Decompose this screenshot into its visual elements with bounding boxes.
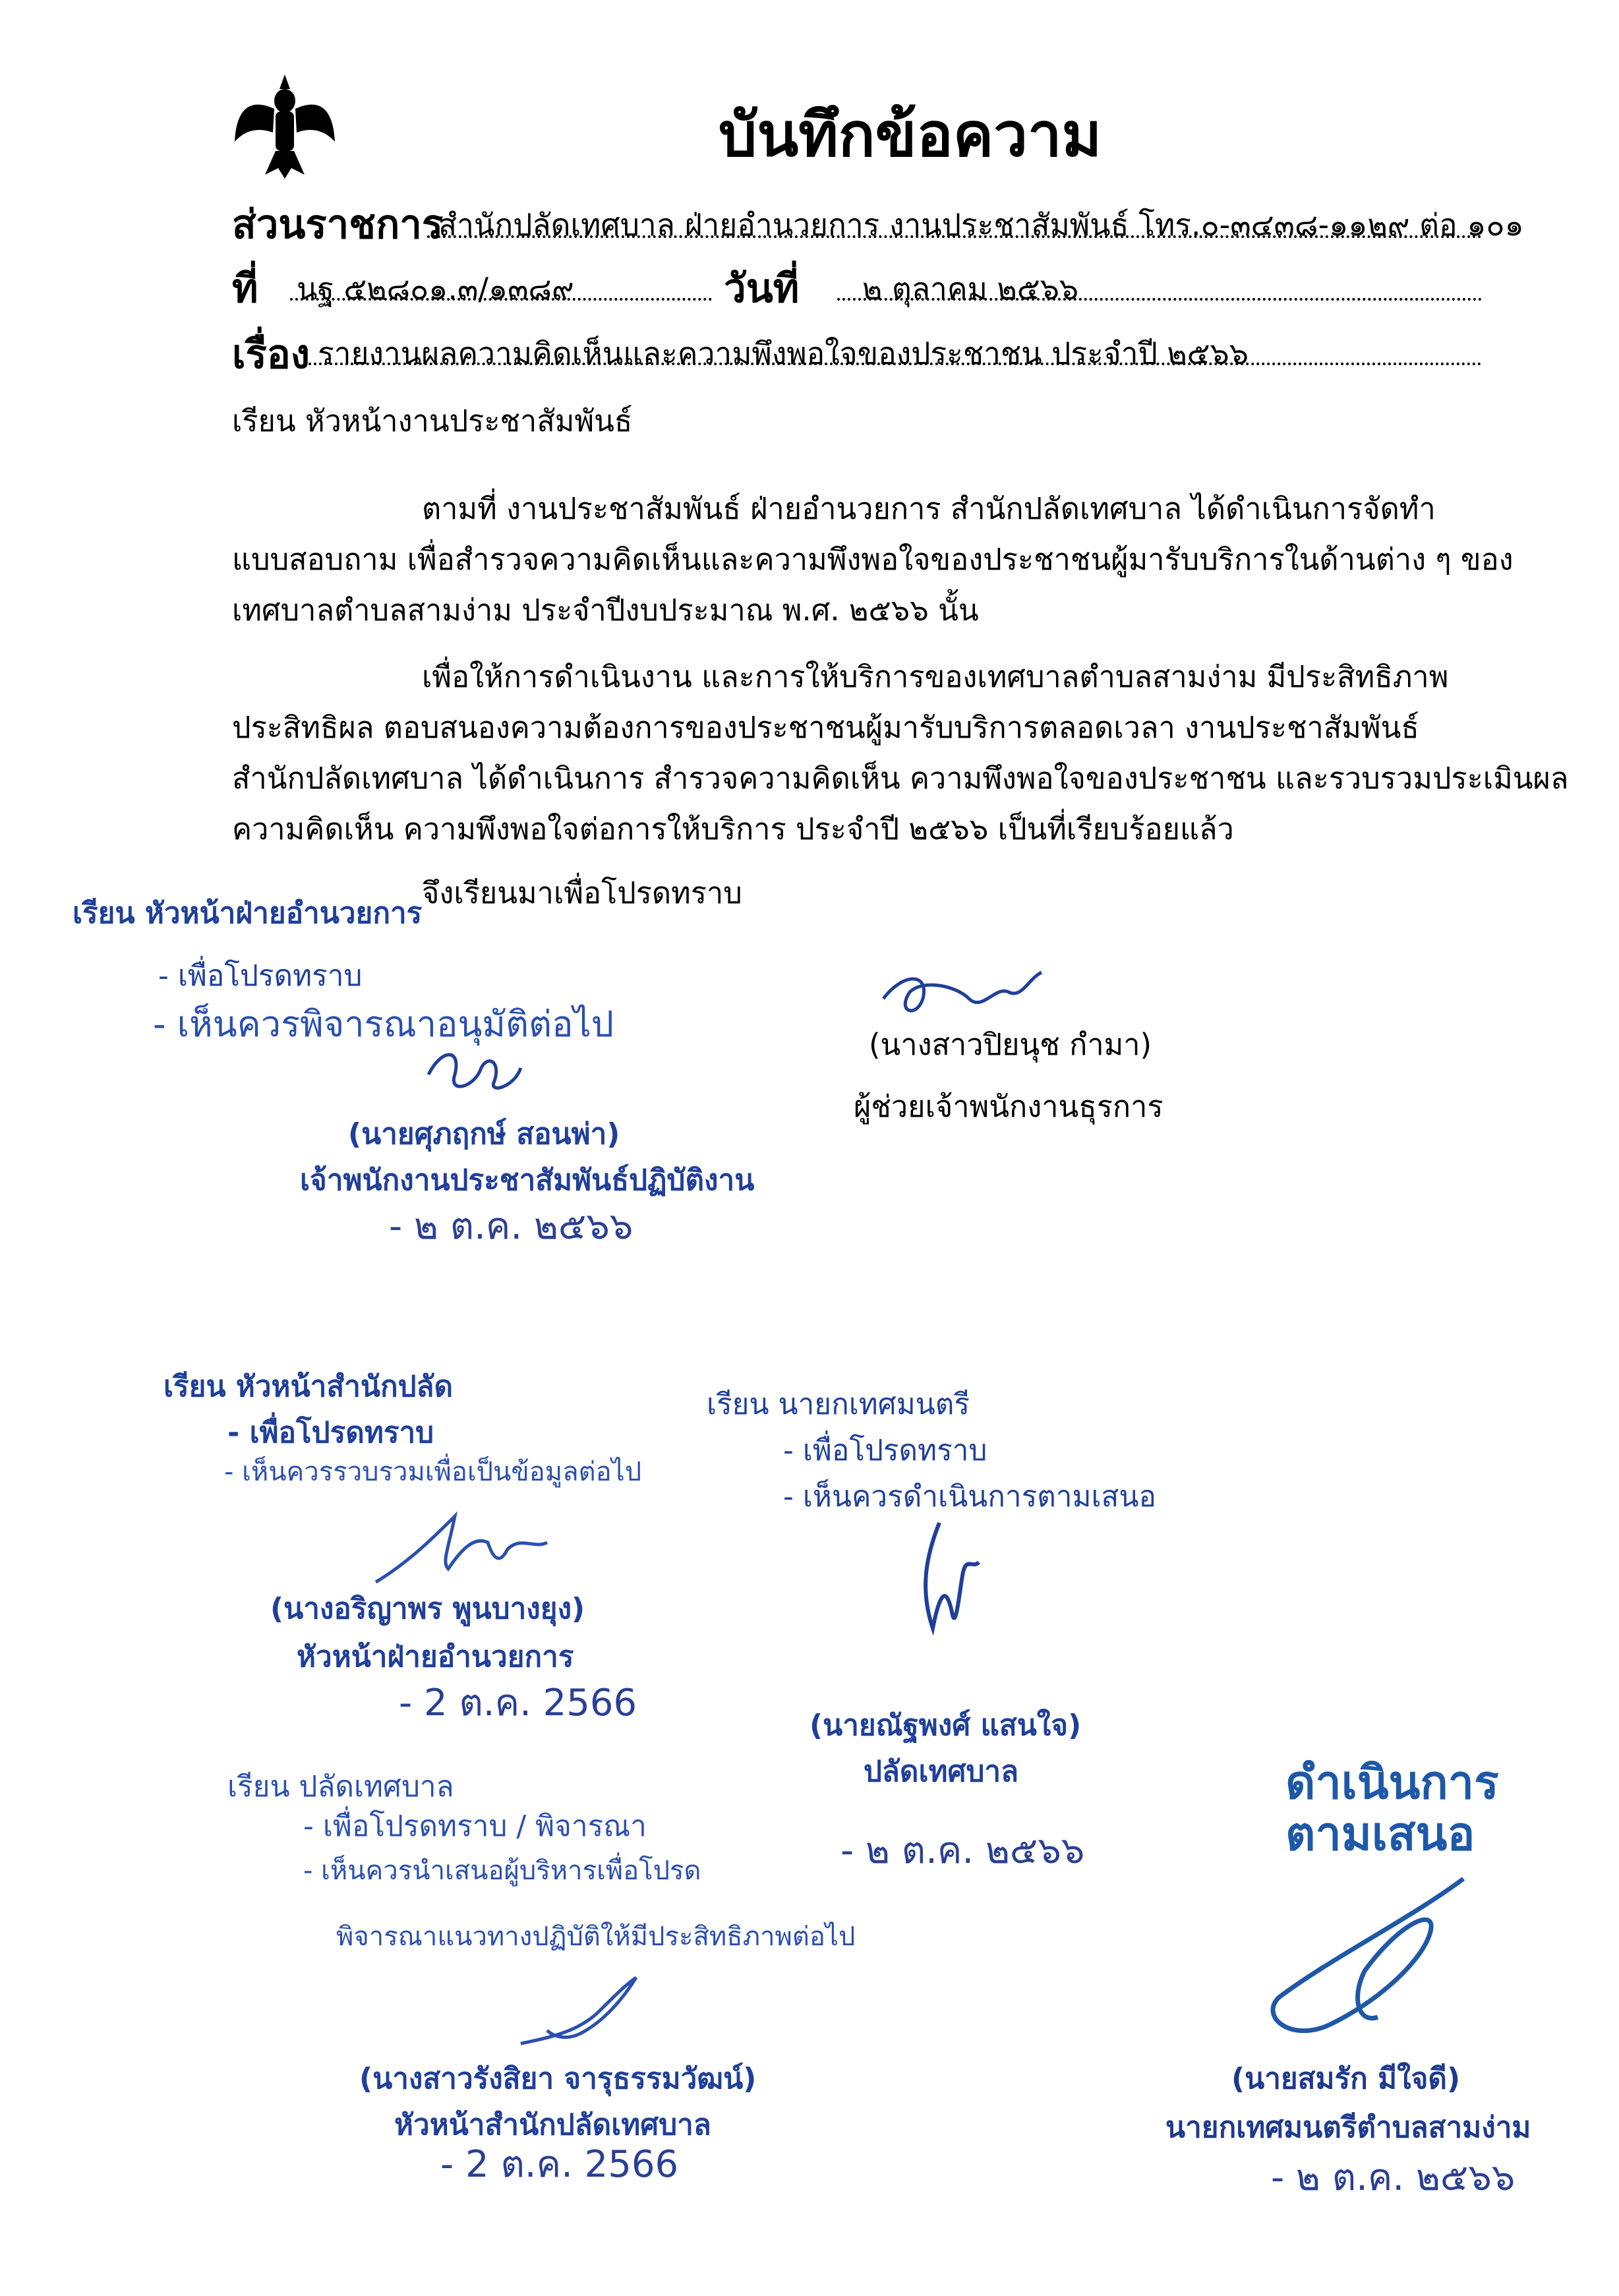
endorse2-note1: - เพื่อโปรดทราบ: [227, 1416, 434, 1450]
signer-name: (นางสาวปิยนุช กำมา): [869, 1027, 1152, 1062]
body-p2-line2: ประสิทธิผล ตอบสนองความต้องการของประชาชนผู้มารับบริการตลอดเวลา งานประชาสัมพันธ์: [232, 710, 1419, 745]
body-p1-line2: แบบสอบถาม เพื่อสำรวจความคิดเห็นและความพึงพอใจของประชาชนผู้มารับบริการในด้านต่าง ๆ ของ: [232, 542, 1514, 577]
endorse1-name: (นายศุภฤกษ์ สอนพ่า): [348, 1117, 620, 1151]
memo-title: บันทึกข้อความ: [719, 100, 1102, 170]
ref-label: ที่: [232, 266, 258, 312]
endorse2-to: เรียน หัวหน้าสำนักปลัด: [163, 1370, 454, 1403]
date-value: ๒ ตุลาคม ๒๕๖๖: [862, 271, 1079, 307]
date-label: วันที่: [724, 266, 800, 312]
endorse4-date: - ๒ ต.ค. ๒๕๖๖: [840, 1829, 1085, 1872]
body-p2-line3: สำนักปลัดเทศบาล ได้ดำเนินการ สำรวจความคิดเห็น ความพึงพอใจของประชาชน และรวบรวมประเมินผล: [232, 761, 1569, 796]
endorse1-note1: - เพื่อโปรดทราบ: [158, 959, 363, 993]
endorse3-position: หัวหน้าสำนักปลัดเทศบาล: [394, 2108, 711, 2142]
endorse3-note3: พิจารณาแนวทางปฏิบัติให้มีประสิทธิภาพต่อไป: [336, 1922, 856, 1952]
endorse3-signature: [514, 1971, 646, 2050]
endorse4-note1: - เพื่อโปรดทราบ: [783, 1434, 987, 1467]
endorse1-to: เรียน หัวหน้าฝ่ายอำนวยการ: [73, 897, 423, 930]
endorse4-position: ปลัดเทศบาล: [864, 1755, 1019, 1788]
subject-label: เรื่อง: [232, 332, 310, 378]
endorse2-signature: [369, 1510, 554, 1595]
endorse1-signature: [422, 1042, 527, 1101]
endorse3-note1: - เพื่อโปรดทราบ / พิจารณา: [303, 1810, 647, 1843]
endorse2-name: (นางอริญาพร พูนบางยุง): [270, 1592, 585, 1626]
agency-value: สำนักปลัดเทศบาล ฝ่ายอำนวยการ งานประชาสัมพันธ์ โทร.๐-๓๔๓๘-๑๑๒๙ ต่อ ๑๐๑: [438, 207, 1524, 243]
salutation: เรียน หัวหน้างานประชาสัมพันธ์: [232, 403, 633, 438]
endorse3-date: - 2 ต.ค. 2566: [440, 2143, 679, 2186]
endorse4-signature: [913, 1516, 986, 1641]
endorse4-to: เรียน นายกเทศมนตรี: [707, 1388, 970, 1421]
ref-value: นฐ ๕๒๘๐๑.๓/๑๓๘๙: [297, 271, 574, 307]
endorse4-note2: - เห็นควรดำเนินการตามเสนอ: [783, 1480, 1156, 1514]
approval-note: ดำเนินการ ตามเสนอ: [1285, 1755, 1499, 1861]
body-p1-line3: เทศบาลตำบลสามง่าม ประจำปีงบประมาณ พ.ศ. ๒๕๖๖ นั้น: [232, 593, 979, 628]
approval-position: นายกเทศมนตรีตำบลสามง่าม: [1165, 2111, 1531, 2144]
endorse1-date: - ๒ ต.ค. ๒๕๖๖: [389, 1205, 633, 1248]
approval-date: - ๒ ต.ค. ๒๕๖๖: [1271, 2156, 1516, 2199]
endorse3-name: (นางสาวรังสิยา จารุธรรมวัฒน์): [359, 2062, 757, 2096]
closing-line: จึงเรียนมาเพื่อโปรดทราบ: [422, 875, 742, 910]
body-p1-line1: ตามที่ งานประชาสัมพันธ์ ฝ่ายอำนวยการ สำนักปลัดเทศบาล ได้ดำเนินการจัดทำ: [422, 491, 1436, 526]
body-p2-line1: เพื่อให้การดำเนินงาน และการให้บริการของเทศบาลตำบลสามง่าม มีประสิทธิภาพ: [422, 659, 1449, 694]
endorse2-date: - 2 ต.ค. 2566: [399, 1682, 637, 1724]
approval-name: (นายสมรัก มีใจดี): [1231, 2062, 1461, 2096]
signer-position: ผู้ช่วยเจ้าพนักงานธุรการ: [854, 1089, 1163, 1124]
endorse1-note2: - เห็นควรพิจารณาอนุมัติต่อไป: [153, 1003, 614, 1045]
endorse1-position: เจ้าพนักงานประชาสัมพันธ์ปฏิบัติงาน: [300, 1163, 755, 1197]
endorse4-name: (นายณัฐพงศ์ แสนใจ): [810, 1709, 1082, 1742]
garuda-emblem: [232, 69, 338, 181]
endorse3-note2: - เห็นควรนำเสนอผู้บริหารเพื่อโปรด: [303, 1856, 701, 1886]
body-p2-line4: ความคิดเห็น ความพึงพอใจต่อการให้บริการ ประจำปี ๒๕๖๖ เป็นที่เรียบร้อยแล้ว: [232, 811, 1234, 846]
endorse2-note2: - เห็นควรรวบรวมเพื่อเป็นข้อมูลต่อไป: [224, 1457, 642, 1487]
endorse2-position: หัวหน้าฝ่ายอำนวยการ: [297, 1640, 574, 1674]
endorse3-to: เรียน ปลัดเทศบาล: [227, 1770, 454, 1804]
subject-value: รายงานผลความคิดเห็นและความพึงพอใจของประชาชน ประจำปี ๒๕๖๖: [318, 336, 1249, 371]
approval-signature: [1252, 1866, 1477, 2050]
agency-label: ส่วนราชการ: [232, 202, 444, 248]
